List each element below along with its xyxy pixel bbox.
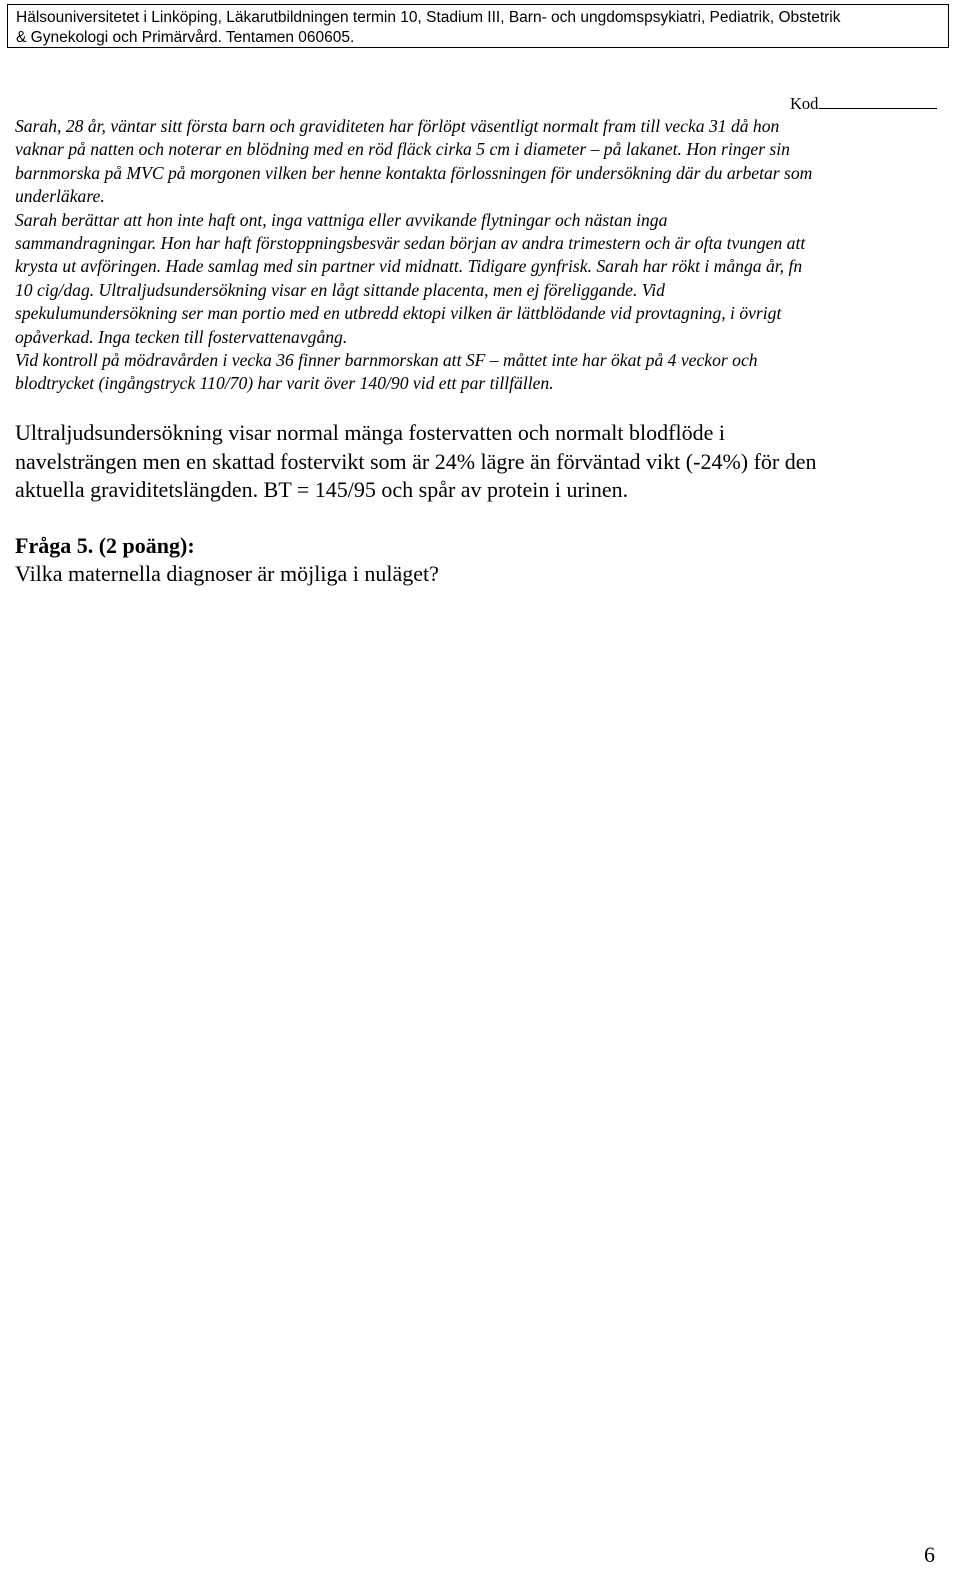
document-header bbox=[7, 4, 949, 48]
case-line: Sarah, 28 år, väntar sitt första barn och graviditeten har förlöpt väsentligt normalt fram till vecka 31 då hon bbox=[15, 116, 780, 136]
ultrasound-line: aktuella graviditetslängden. BT = 145/95 och spår av protein i urinen. bbox=[15, 477, 629, 503]
case-line: krysta ut avföringen. Hade samlag med sin partner vid midnatt. Tidigare gynfrisk. Sarah har rökt i många år, fn bbox=[15, 256, 803, 277]
ultrasound-findings bbox=[15, 419, 945, 505]
page-number: 6 bbox=[924, 1542, 935, 1567]
case-line: underläkare. bbox=[15, 186, 105, 207]
case-line: Vid kontroll på mödravården i vecka 36 finner barnmorskan att SF – måttet inte har ökat på 4 veckor och bbox=[15, 350, 758, 371]
ultrasound-line: navelsträngen men en skattad fostervikt som är 24% lägre än förväntad vikt (-24%) för den bbox=[15, 448, 817, 474]
ultrasound-line: Ultraljudsundersökning visar normal mänga fostervatten och normalt blodflöde i bbox=[15, 420, 725, 445]
header-line-2: & Gynekologi och Primärvård. Tentamen 060605. bbox=[16, 29, 355, 46]
case-line: Sarah berättar att hon inte haft ont, inga vattniga eller avvikande flytningar och nästan inga bbox=[15, 209, 668, 230]
header-line-1: Hälsouniversitetet i Linköping, Läkarutbildningen termin 10, Stadium III, Barn- och ungdomspsykiatri, Pediatrik, Obstetrik bbox=[16, 9, 841, 26]
case-line: 10 cig/dag. Ultraljudsundersökning visar en lågt sittande placenta, men ej föreliggande. Vid bbox=[15, 279, 665, 300]
code-underline bbox=[819, 94, 937, 109]
question-title: Fråga 5. (2 poäng): bbox=[15, 533, 195, 558]
case-line: spekulumundersökning ser man portio med en utbredd ektopi vilken är lättblödande vid provtagning, i övrigt bbox=[15, 303, 782, 324]
case-line: opåverkad. Inga tecken till fostervattenavgång. bbox=[15, 326, 348, 347]
code-label: Kod bbox=[790, 94, 819, 113]
question-block bbox=[15, 532, 945, 588]
question-text: Vilka maternella diagnoser är möjliga i nuläget? bbox=[15, 561, 439, 586]
case-description bbox=[15, 115, 945, 396]
case-line: vaknar på natten och noterar en blödning med en röd fläck cirka 5 cm i diameter – på lakanet. Hon ringer sin bbox=[15, 139, 790, 160]
case-line: sammandragningar. Hon har haft förstoppningsbesvär sedan början av andra trimestern och är ofta tvungen att bbox=[15, 233, 806, 254]
case-line: blodtrycket (ingångstryck 110/70) har varit över 140/90 vid ett par tillfällen. bbox=[15, 373, 554, 394]
code-field bbox=[790, 94, 937, 114]
case-line: barnmorska på MVC på morgonen vilken ber henne kontakta förlossningen för undersökning där du arbetar som bbox=[15, 162, 813, 183]
